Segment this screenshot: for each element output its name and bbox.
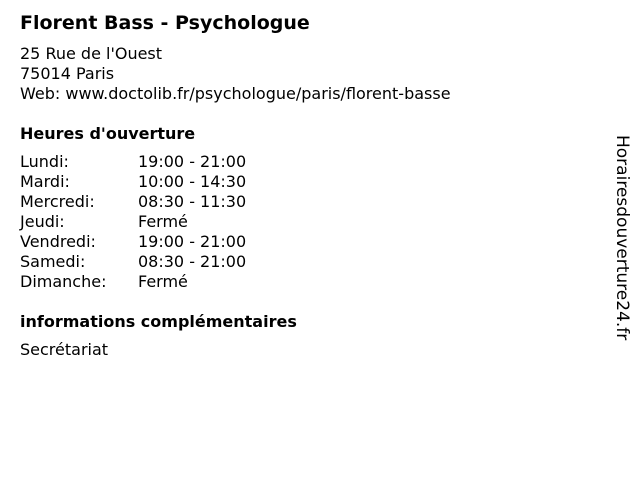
time-label: Fermé — [138, 272, 188, 291]
day-label: Mercredi: — [20, 192, 95, 211]
business-title: Florent Bass - Psychologue — [20, 12, 310, 34]
hours-row-vendredi — [20, 232, 600, 252]
day-label: Jeudi: — [20, 212, 65, 231]
hours-row-mardi — [20, 172, 600, 192]
opening-hours-list — [20, 152, 600, 292]
time-label: 10:00 - 14:30 — [138, 172, 247, 191]
time-label: 08:30 - 21:00 — [138, 252, 247, 271]
day-label: Dimanche: — [20, 272, 107, 291]
website-line[interactable]: Web: www.doctolib.fr/psychologue/paris/florent-basse — [20, 84, 451, 103]
hours-row-jeudi — [20, 212, 600, 232]
hours-row-dimanche — [20, 272, 600, 292]
hours-row-mercredi — [20, 192, 600, 212]
day-label: Lundi: — [20, 152, 69, 171]
additional-info-text: Secrétariat — [20, 340, 109, 359]
address-line-2: 75014 Paris — [20, 64, 115, 83]
time-label: 08:30 - 11:30 — [138, 192, 247, 211]
time-label: 19:00 - 21:00 — [138, 232, 247, 251]
additional-info-heading: informations complémentaires — [20, 312, 297, 331]
time-label: 19:00 - 21:00 — [138, 152, 247, 171]
address-line-1: 25 Rue de l'Ouest — [20, 44, 163, 63]
watermark-text: Horairesdouverture24.fr — [612, 135, 632, 341]
business-card — [20, 10, 600, 360]
hours-row-samedi — [20, 252, 600, 272]
time-label: Fermé — [138, 212, 188, 231]
day-label: Vendredi: — [20, 232, 96, 251]
opening-hours-heading: Heures d'ouverture — [20, 124, 196, 143]
day-label: Samedi: — [20, 252, 86, 271]
day-label: Mardi: — [20, 172, 70, 191]
hours-row-lundi — [20, 152, 600, 172]
